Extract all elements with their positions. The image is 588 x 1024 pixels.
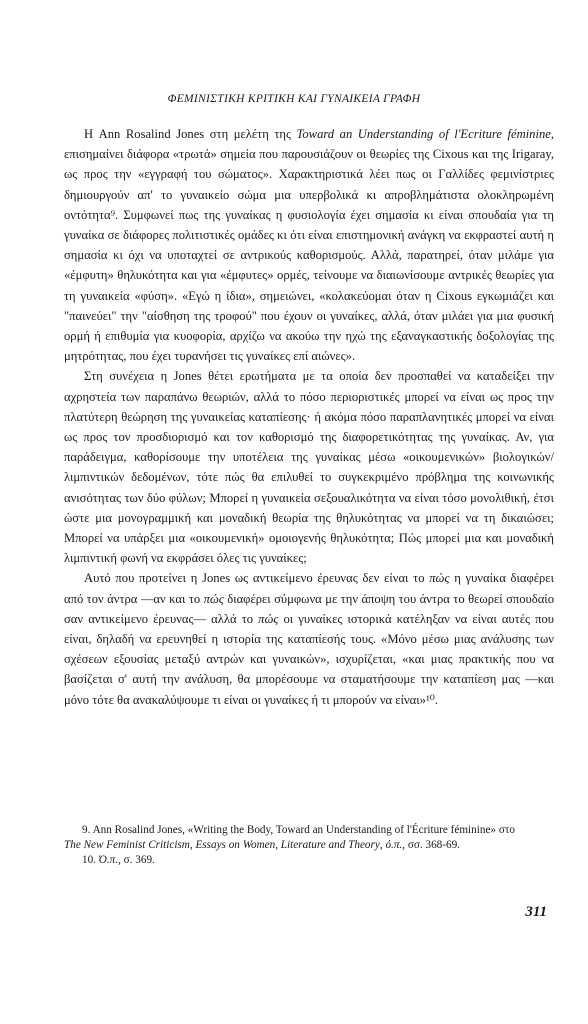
- text-span: οι γυναίκες ιστορικά κατέληξαν να είναι αυτές που είναι, δηλαδή να ερευνηθεί η ιστορία της καταπίεσής τους. «Μόνο μέσω μιας ανάλυσης των σχέσεων εξουσίας μεταξύ αντρών και γυναικών», ισχυρίζεται, «και μιας πρακτικής που να βασίζεται σ' αυτή την ανάλυση, θα μπορέσουμε να σταματήσουμε την καταπίεση μας —και μόνο τότε θα ανακαλύψουμε τι είναι οι γυναίκες ή τι μπορούν να είναι»¹⁰.: [64, 611, 555, 707]
- text-span: , σσ. 368-69.: [402, 839, 460, 851]
- text-span: ,: [379, 839, 386, 851]
- text-span: 9. Ann Rosalind Jones, «Writing the Body, Toward an Understanding of l'Écriture féminine» στο: [82, 824, 515, 836]
- emphasis: ό.π.: [385, 839, 403, 851]
- page-number: 311: [525, 904, 547, 920]
- book-title: The New Feminist Criticism, Essays on Women, Literature and Theory: [64, 839, 380, 851]
- emphasis: πώς: [258, 611, 279, 626]
- running-header: ΦΕΜΙΝΙΣΤΙΚΗ ΚΡΙΤΙΚΗ ΚΑΙ ΓΥΝΑΙΚΕΙΑ ΓΡΑΦΗ: [167, 93, 421, 105]
- footnotes: [64, 823, 534, 868]
- text-span: , σ. 369.: [118, 854, 155, 866]
- body-text: [64, 124, 554, 710]
- paragraph-2: Στη συνέχεια η Jones θέτει ερωτήματα με τα οποία δεν προσπαθεί να καταδείξει την αχρηστεία των παραπάνω θεωριών, αλλά το πόσο περιοριστικές μπορεί να είναι ως προς την πλατύτερη θεώρηση της γυναικείας καταπίεσης· ή ακόμα πόσο παραπλανητικές μπορεί να είναι ως προς τον προσδιορισμό και τον καθορισμό της διαφορετικότητας της γυναίκας. Αν, για παράδειγμα, καθορίσουμε την υποτέλεια της γυναίκας μέσω «οικουμενικών» βιολογικών/λιμπιντικών δεδομένων, τότε πώς θα επιλυθεί το συγκεκριμένο πρόβλημα της κοινωνικής ανισότητας των δύο φύλων; Μπορεί η γυναικεία σεξουαλικότητα να είναι τόσο μονολιθική, έτσι ώστε μια μονογραμμική και μοναδική θεωρία της θηλυκότητας να μπορεί να τη δικαιώσει; Μπορεί να υπάρξει μια «οικουμενική» ομοιογενής θηλυκότητα; Πώς μπορεί μια και μοναδική λιμπιντική φωνή να εκφράσει όλες τις γυναίκες;: [64, 369, 554, 566]
- emphasis: πώς: [429, 571, 450, 586]
- text-span: , επισημαίνει διάφορα «τρωτά» σημεία που παρουσιάζουν οι θεωρίες της Cixous και της Irigaray, ως προς την «εγγραφή του σώματος». Χαρακτηριστικά λέει πως οι Γαλλίδες φεμινίστριες δημιουργούν απ' το γυναικείο σώμα μια υπερβολικά κι απροβλημάτιστα ολοκληρωμένη οντότητα⁹. Συμφωνεί πως της γυναίκας η φυσιολογία έχει σημασία κι είναι σπουδαία για τη γυναίκα σε διάφορες πολιτιστικές ομάδες κι ότι είναι επιστημονική ανάγκη να εκφραστεί αυτή η σημασία κι όχι να υποταχτεί σε αντρικούς καθορισμούς. Αλλά, παρατηρεί, όταν μιλάμε για «έμφυτη» θηλυκότητα και για «έμφυτες» ορμές, τείνουμε να διαιωνίσουμε αντρικές θεωρίες για τη γυναικεία «φύση». «Εγώ η ίδια», σημειώνει, «κολακεύομαι όταν η Cixous εγκωμιάζει και "παινεύει" την "αίσθηση της τροφού" που έχουν οι γυναίκες, αλλά, όταν μιλάει για μια φυσική ορμή ή επιθυμία για κυοφορία, αρχίζω να ακούω την ηχώ της εξαναγκαστικής δοξολογίας της μητρότητας, που έχει τυρανήσει τις γυναίκες επί αιώνες».: [64, 127, 554, 364]
- paragraph-1: [64, 124, 554, 366]
- text-span: διαφέρει σύμφωνα με την άποψη του άντρα το θεωρεί σπουδαίο σαν αντικείμενο έρευνας— αλλά το: [64, 591, 554, 626]
- book-title: Toward an Understanding of l'Ecriture féminine: [296, 127, 551, 141]
- text-span: Αυτό που προτείνει η Jones ως αντικείμενο έρευνας δεν είναι το: [84, 571, 430, 586]
- text-span: η γυναίκα διαφέρει από τον άντρα —αν και το: [64, 571, 554, 606]
- text-span: Η Ann Rosalind Jones στη μελέτη της: [84, 127, 297, 141]
- emphasis: Ό.π.: [98, 854, 119, 866]
- footnote-9: [64, 823, 534, 853]
- emphasis: πώς: [203, 591, 224, 606]
- paragraph-3: [64, 568, 554, 709]
- footnote-10: [64, 853, 534, 868]
- text-span: 10.: [82, 854, 99, 866]
